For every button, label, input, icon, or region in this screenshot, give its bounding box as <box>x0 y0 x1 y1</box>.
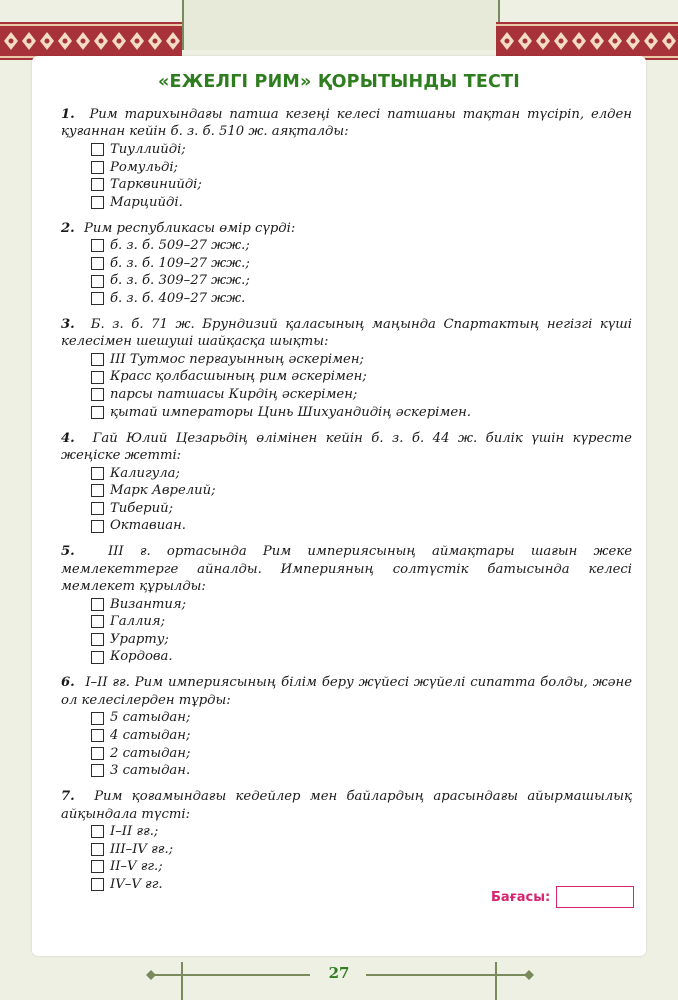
answer-option[interactable] <box>61 613 632 631</box>
footer-right-line <box>366 974 528 976</box>
answer-option[interactable] <box>61 762 632 780</box>
checkbox[interactable] <box>91 651 104 664</box>
question-1 <box>61 106 632 211</box>
checkbox[interactable] <box>91 764 104 777</box>
option-label: Калигула; <box>110 465 180 481</box>
checkbox[interactable] <box>91 878 104 891</box>
option-label: Тиберий; <box>110 500 174 516</box>
option-label: І–ІІ ғғ.; <box>110 824 159 840</box>
option-label: 4 сатыдан; <box>110 727 191 743</box>
checkbox[interactable] <box>91 598 104 611</box>
answer-option[interactable] <box>61 194 632 212</box>
answer-option[interactable] <box>61 404 632 422</box>
option-label: 5 сатыдан; <box>110 710 191 726</box>
question-2 <box>61 220 632 308</box>
option-label: қытай императоры Цинь Шихуандидің әскерімен. <box>110 404 472 420</box>
answer-option[interactable] <box>61 386 632 404</box>
checkbox[interactable] <box>91 633 104 646</box>
option-label: Октавиан. <box>110 518 186 534</box>
question-number: 4. <box>61 430 75 446</box>
question-text <box>61 674 632 709</box>
answer-option[interactable] <box>61 290 632 308</box>
question-text <box>61 543 632 595</box>
footer-left-line <box>150 974 310 976</box>
question-text <box>61 316 632 351</box>
checkbox[interactable] <box>91 747 104 760</box>
option-label: Красс қолбасшының рим әскерімен; <box>110 369 367 385</box>
checkbox[interactable] <box>91 406 104 419</box>
option-label: парсы патшасы Кирдің әскерімен; <box>110 387 358 403</box>
checkbox[interactable] <box>91 292 104 305</box>
answer-option[interactable] <box>61 858 632 876</box>
grade-label: Бағасы: <box>491 889 551 905</box>
question-prompt: ІІІ ғ. ортасында Рим империясының аймақтары шағын жеке мемлекеттерге айналды. Империяның солтүстік батысында келесі мемлекет құрылды: <box>61 544 633 595</box>
grade-input-box[interactable] <box>556 886 634 908</box>
answer-option[interactable] <box>61 255 632 273</box>
left-ornament-border <box>0 22 182 60</box>
checkbox[interactable] <box>91 712 104 725</box>
answer-option[interactable] <box>61 464 632 482</box>
answer-option[interactable] <box>61 500 632 518</box>
answer-option[interactable] <box>61 158 632 176</box>
answer-option[interactable] <box>61 631 632 649</box>
question-3 <box>61 316 632 421</box>
checkbox[interactable] <box>91 353 104 366</box>
question-prompt: Рим республикасы өмір сүрді: <box>83 220 296 236</box>
checkbox[interactable] <box>91 239 104 252</box>
question-prompt: Рим қоғамындағы кедейлер мен байлардың арасындағы айырмашылық айқындала түсті: <box>61 789 632 822</box>
option-label: ІІІ–ІV ғғ.; <box>110 841 174 857</box>
option-label: б. з. б. 409–27 жж. <box>110 290 246 306</box>
checkbox[interactable] <box>91 196 104 209</box>
top-center-band <box>182 0 500 50</box>
option-label: ІІ–V ғг.; <box>110 859 163 875</box>
question-text <box>61 106 632 141</box>
question-prompt: Гай Юлий Цезарьдің өлімінен кейін б. з. б. 44 ж. билік үшін күресте жеңіске жетті: <box>61 430 632 464</box>
worksheet-page <box>32 56 646 956</box>
answer-option[interactable] <box>61 744 632 762</box>
answer-option[interactable] <box>61 272 632 290</box>
answer-option[interactable] <box>61 141 632 159</box>
question-prompt: Рим тарихындағы патша кезеңі келесі патшаны тақтан түсіріп, елден қуғаннан кейін б. з. б. 510 ж. аяқталды: <box>61 107 632 140</box>
answer-option[interactable] <box>61 727 632 745</box>
option-label: Тарквинийді; <box>110 177 202 193</box>
question-5 <box>61 543 632 666</box>
question-4 <box>61 430 632 535</box>
checkbox[interactable] <box>91 502 104 515</box>
question-number: 5. <box>61 544 75 560</box>
question-6 <box>61 674 632 779</box>
question-text <box>61 430 632 465</box>
answer-option[interactable] <box>61 517 632 535</box>
answer-option[interactable] <box>61 709 632 727</box>
option-label: 2 сатыдан; <box>110 745 191 761</box>
question-list <box>61 106 632 902</box>
option-label: ІV–V ғг. <box>110 876 163 892</box>
answer-option[interactable] <box>61 823 632 841</box>
checkbox[interactable] <box>91 825 104 838</box>
option-label: Урарту; <box>110 631 169 647</box>
option-label: Тиуллийді; <box>110 141 186 157</box>
option-label: Византия; <box>110 596 187 612</box>
question-number: 3. <box>61 316 75 332</box>
question-text <box>61 788 632 823</box>
answer-option[interactable] <box>61 176 632 194</box>
option-label: 3 сатыдан. <box>110 763 191 779</box>
question-number: 2. <box>61 220 75 236</box>
option-label: б. з. б. 509–27 жж.; <box>110 238 250 254</box>
checkbox[interactable] <box>91 178 104 191</box>
footer-left-tick <box>181 962 183 1000</box>
option-label: Марцийді. <box>110 194 183 210</box>
page-number: 27 <box>328 964 350 982</box>
option-label: б. з. б. 309–27 жж.; <box>110 273 250 289</box>
answer-option[interactable] <box>61 841 632 859</box>
question-text <box>61 220 632 237</box>
checkbox[interactable] <box>91 467 104 480</box>
answer-option[interactable] <box>61 368 632 386</box>
option-label: Кордова. <box>110 649 173 665</box>
question-number: 6. <box>61 675 75 691</box>
option-label: Галлия; <box>110 614 166 630</box>
checkbox[interactable] <box>91 729 104 742</box>
footer-left-diamond-icon <box>146 970 156 980</box>
page-title: «ЕЖЕЛГІ РИМ» ҚОРЫТЫНДЫ ТЕСТІ <box>158 72 520 92</box>
answer-option[interactable] <box>61 351 632 369</box>
checkbox[interactable] <box>91 484 104 497</box>
checkbox[interactable] <box>91 371 104 384</box>
question-number: 1. <box>61 107 75 122</box>
question-7 <box>61 788 632 893</box>
checkbox[interactable] <box>91 520 104 533</box>
question-prompt: І–ІІ ғғ. Рим империясының білім беру жүйесі жүйелі сипатта болды, және ол келесілерден тұрды: <box>61 675 632 708</box>
right-ornament-border <box>496 22 678 60</box>
footer-right-diamond-icon <box>524 970 534 980</box>
checkbox[interactable] <box>91 257 104 270</box>
checkbox[interactable] <box>91 615 104 628</box>
checkbox[interactable] <box>91 161 104 174</box>
checkbox[interactable] <box>91 843 104 856</box>
footer-right-tick <box>495 962 497 1000</box>
answer-option[interactable] <box>61 237 632 255</box>
option-label: Ромульді; <box>110 159 178 175</box>
answer-option[interactable] <box>61 596 632 614</box>
checkbox[interactable] <box>91 860 104 873</box>
checkbox[interactable] <box>91 275 104 288</box>
checkbox[interactable] <box>91 143 104 156</box>
question-number: 7. <box>61 789 75 805</box>
option-label: ІІІ Тутмос перғауынның әскерімен; <box>110 351 364 367</box>
option-label: б. з. б. 109–27 жж.; <box>110 255 250 271</box>
checkbox[interactable] <box>91 388 104 401</box>
answer-option[interactable] <box>61 482 632 500</box>
grade-section <box>491 886 634 908</box>
question-prompt: Б. з. б. 71 ж. Брундизий қаласының маңында Спартактың негізгі күші келесімен шешуші шайқасқа шықты: <box>61 316 632 350</box>
option-label: Марк Аврелий; <box>110 483 216 499</box>
answer-option[interactable] <box>61 648 632 666</box>
